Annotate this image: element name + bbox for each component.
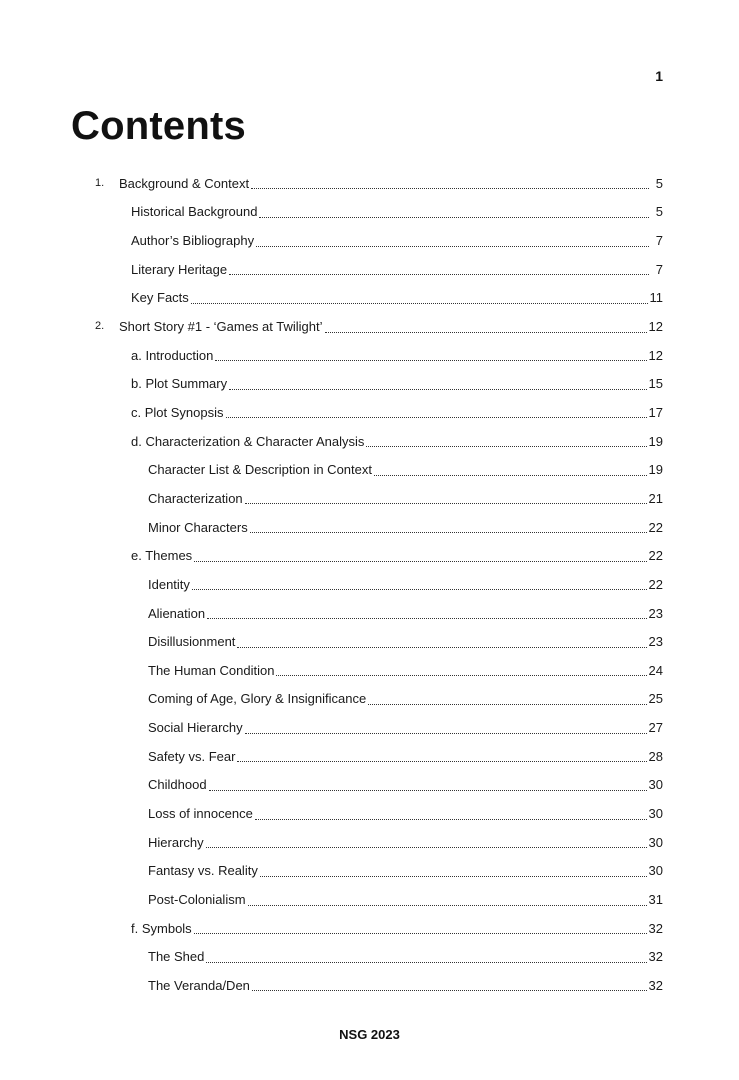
toc-entry-label: Post-Colonialism — [148, 892, 246, 908]
toc-leader-dots — [192, 588, 647, 590]
toc-entry[interactable] — [148, 484, 663, 513]
toc-entry-page: 24 — [648, 662, 663, 678]
toc-entry[interactable] — [131, 198, 663, 227]
toc-entry[interactable] — [148, 713, 663, 742]
toc-leader-dots — [207, 617, 646, 619]
toc-entry-page: 25 — [648, 691, 663, 707]
toc-leader-dots — [237, 760, 646, 762]
toc-leader-dots — [325, 331, 647, 333]
toc-entry[interactable] — [148, 685, 663, 714]
toc-leader-dots — [191, 302, 648, 304]
toc-entry-label: The Shed — [148, 949, 205, 965]
toc-entry-page: 32 — [648, 920, 663, 936]
toc-leader-dots — [209, 789, 647, 791]
toc-entry[interactable] — [131, 226, 663, 255]
toc-entry-label: f. Symbols — [131, 920, 192, 936]
toc-leader-dots — [194, 932, 647, 934]
toc-entry[interactable] — [148, 885, 663, 914]
toc-entry-label: Identity — [148, 576, 190, 592]
toc-entry[interactable] — [131, 341, 663, 370]
toc-entry-page: 22 — [648, 548, 663, 564]
toc-entry[interactable] — [148, 742, 663, 771]
toc-entry-page: 5 — [655, 175, 663, 191]
toc-entry-label: Hierarchy — [148, 834, 204, 850]
toc-entry[interactable] — [148, 828, 663, 857]
toc-leader-dots — [256, 245, 649, 247]
toc-leader-dots — [206, 846, 647, 848]
toc-entry-page: 22 — [648, 519, 663, 535]
toc-entry[interactable] — [131, 284, 663, 313]
toc-leader-dots — [245, 732, 647, 734]
toc-entry-page: 32 — [648, 949, 663, 965]
toc-entry-label: e. Themes — [131, 548, 193, 564]
toc-entry[interactable] — [148, 627, 663, 656]
toc-leader-dots — [237, 646, 646, 648]
toc-entry-page: 17 — [648, 404, 663, 420]
toc-leader-dots — [229, 273, 649, 275]
toc-entry[interactable] — [95, 312, 663, 341]
toc-entry-label: Author’s Bibliography — [131, 233, 255, 249]
toc-entry[interactable] — [148, 570, 663, 599]
toc-entry-label: Loss of innocence — [148, 806, 253, 822]
toc-entry-page: 11 — [649, 290, 663, 306]
toc-entry-label: Childhood — [148, 777, 207, 793]
toc-entry[interactable] — [148, 799, 663, 828]
toc-entry-label: Disillusionment — [148, 634, 236, 650]
toc-entry-page: 12 — [648, 347, 663, 363]
toc-entry[interactable] — [148, 656, 663, 685]
toc-entry-label: a. Introduction — [131, 347, 214, 363]
toc-entry-label: Coming of Age, Glory & Insignificance — [148, 691, 367, 707]
toc-entry-page: 30 — [648, 863, 663, 879]
toc-entry[interactable] — [148, 771, 663, 800]
toc-entry-label: Character List & Description in Context — [148, 462, 372, 478]
toc-entry-label: Background & Context — [119, 175, 250, 191]
toc-leader-dots — [206, 961, 646, 963]
toc-entry-page: 15 — [648, 376, 663, 392]
toc-entry[interactable] — [95, 169, 663, 198]
toc-leader-dots — [245, 502, 647, 504]
toc-entry[interactable] — [148, 456, 663, 485]
toc-entry-page: 27 — [648, 720, 663, 736]
toc-leader-dots — [226, 416, 647, 418]
toc-entry-label: b. Plot Summary — [131, 376, 228, 392]
toc-entry-label: Social Hierarchy — [148, 720, 243, 736]
toc-entry-label: Fantasy vs. Reality — [148, 863, 258, 879]
toc-entry-page: 23 — [648, 634, 663, 650]
toc-leader-dots — [276, 674, 646, 676]
toc-entry-label: Alienation — [148, 605, 206, 621]
toc-entry-label: Safety vs. Fear — [148, 748, 236, 764]
toc-leader-dots — [250, 531, 647, 533]
toc-leader-dots — [260, 875, 647, 877]
toc-entry-page: 30 — [648, 834, 663, 850]
toc-entry-page: 5 — [655, 204, 663, 220]
toc-entry-label: d. Characterization & Character Analysis — [131, 433, 365, 449]
toc-leader-dots — [229, 388, 646, 390]
page-title: Contents — [71, 104, 246, 148]
toc-leader-dots — [366, 445, 646, 447]
toc-leader-dots — [194, 560, 646, 562]
toc-entry-page: 23 — [648, 605, 663, 621]
toc-leader-dots — [374, 474, 647, 476]
toc-entry[interactable] — [131, 398, 663, 427]
page-footer: NSG 2023 — [339, 1027, 400, 1042]
toc-entry[interactable] — [148, 513, 663, 542]
toc-entry-label: Key Facts — [131, 290, 189, 306]
toc-leader-dots — [252, 989, 647, 991]
toc-entry-label: Minor Characters — [148, 519, 248, 535]
toc-entry-page: 19 — [648, 462, 663, 478]
toc-entry-page: 30 — [648, 806, 663, 822]
toc-entry-page: 22 — [648, 576, 663, 592]
toc-entry[interactable] — [131, 427, 663, 456]
toc-entry-page: 7 — [655, 261, 663, 277]
toc-entry-label: Characterization — [148, 490, 243, 506]
toc-entry-page: 32 — [648, 977, 663, 993]
toc-entry-label: c. Plot Synopsis — [131, 404, 224, 420]
toc-entry-label: Historical Background — [131, 204, 258, 220]
toc-entry-label: The Veranda/Den — [148, 977, 250, 993]
toc-entry[interactable] — [131, 370, 663, 399]
toc-leader-dots — [368, 703, 646, 705]
toc-leader-dots — [248, 904, 647, 906]
toc-entry[interactable] — [131, 255, 663, 284]
toc-leader-dots — [215, 359, 646, 361]
toc-entry-page: 19 — [648, 433, 663, 449]
toc-entry-label: The Human Condition — [148, 662, 275, 678]
toc-entry[interactable] — [148, 971, 663, 1000]
toc-leader-dots — [255, 818, 647, 820]
toc-entry-label: Literary Heritage — [131, 261, 228, 277]
toc-entry-page: 7 — [655, 233, 663, 249]
toc-entry[interactable] — [148, 599, 663, 628]
toc-entry-page: 30 — [648, 777, 663, 793]
page-number: 1 — [655, 68, 663, 84]
toc-entry[interactable] — [131, 914, 663, 943]
toc-entry-page: 21 — [648, 490, 663, 506]
toc-leader-dots — [259, 216, 649, 218]
toc-entry-page: 12 — [648, 319, 663, 335]
toc-entry[interactable] — [148, 857, 663, 886]
toc-entry-page: 28 — [648, 748, 663, 764]
toc-entry-page: 31 — [648, 892, 663, 908]
toc-entry[interactable] — [131, 541, 663, 570]
toc-entry-number: 2. — [95, 320, 105, 333]
toc-leader-dots — [251, 187, 649, 189]
toc-entry[interactable] — [148, 943, 663, 972]
toc-entry-number: 1. — [95, 176, 105, 189]
toc-entry-label: Short Story #1 - ‘Games at Twilight’ — [119, 319, 323, 335]
